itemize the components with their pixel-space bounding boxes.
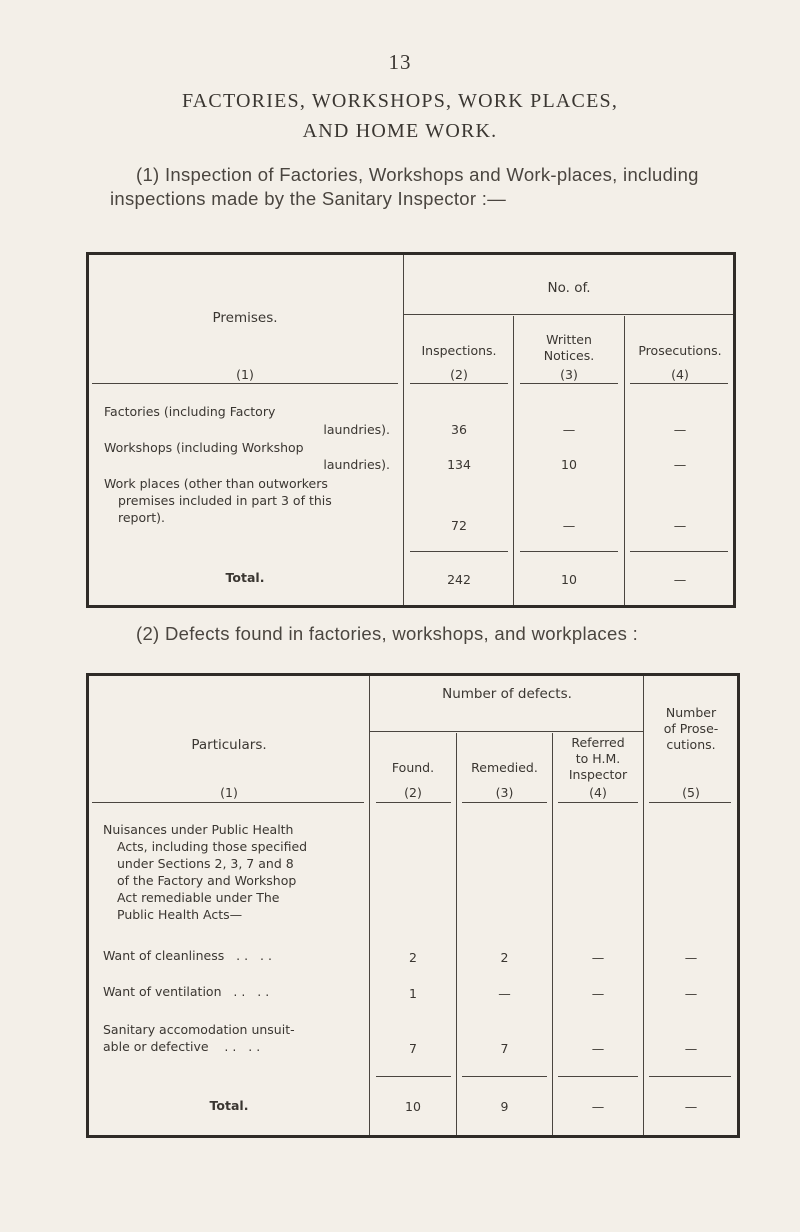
prosecutions-cell: — xyxy=(673,518,687,533)
prosecutions-cell: — xyxy=(684,986,698,1001)
total-notices: 10 xyxy=(561,572,577,587)
table2-divider xyxy=(369,676,370,1135)
table1-header-rule xyxy=(92,383,398,384)
number-of-defects-header: Number of defects. xyxy=(442,686,572,702)
table2-group-rule xyxy=(370,731,643,732)
referred-header-line1: Referred xyxy=(571,735,625,750)
table2-header-rule xyxy=(92,802,364,803)
remedied-header: Remedied. xyxy=(471,760,538,775)
table1-divider xyxy=(403,255,404,605)
table1-divider xyxy=(513,316,514,605)
total-prosecutions: — xyxy=(673,572,687,587)
prosecutions-col-number: (4) xyxy=(671,367,689,382)
row-label: Want of cleanliness . . . . xyxy=(103,948,272,963)
row-label: able or defective . . . . xyxy=(103,1039,261,1054)
found-header: Found. xyxy=(391,760,435,775)
row-label: Want of ventilation . . . . xyxy=(103,984,270,999)
premises-col-number: (1) xyxy=(236,367,254,382)
inspections-cell: 134 xyxy=(447,457,471,472)
total-found: 10 xyxy=(405,1099,421,1114)
particulars-col-number: (1) xyxy=(220,785,238,800)
total-remedied: 9 xyxy=(500,1099,509,1114)
prosecutions-col-number: (5) xyxy=(682,785,700,800)
notices-cell: 10 xyxy=(561,457,577,472)
total-label: Total. xyxy=(209,1098,249,1113)
table1-bottom-rule xyxy=(86,605,736,608)
written-notices-col-number: (3) xyxy=(560,367,578,382)
table1-total-rule xyxy=(520,551,618,552)
table2-total-rule xyxy=(462,1076,547,1077)
total-prosecutions: — xyxy=(684,1099,698,1114)
referred-cell: — xyxy=(591,986,605,1001)
prosecutions-header: Prosecutions. xyxy=(638,343,722,358)
row-label: Workshops (including Workshop xyxy=(104,440,304,455)
page-number: 13 xyxy=(388,50,412,74)
table2-header-rule xyxy=(558,802,638,803)
table2-header-rule xyxy=(462,802,547,803)
row-label: Factories (including Factory xyxy=(104,404,276,419)
table2-total-rule xyxy=(558,1076,638,1077)
table2-header-rule xyxy=(649,802,731,803)
table2-total-rule xyxy=(376,1076,451,1077)
table1-group-rule xyxy=(404,314,733,315)
row-label: laundries). xyxy=(323,457,390,472)
found-cell: 2 xyxy=(409,950,417,965)
referred-cell: — xyxy=(591,950,605,965)
total-label: Total. xyxy=(225,570,265,585)
intro-text-line: Acts, including those specified xyxy=(117,839,308,854)
prosecutions-cell: — xyxy=(673,457,687,472)
found-col-number: (2) xyxy=(404,785,422,800)
total-inspections: 242 xyxy=(447,572,471,587)
remedied-cell: 2 xyxy=(500,950,509,965)
written-notices-header-line2: Notices. xyxy=(543,348,595,363)
remedied-cell: 7 xyxy=(500,1041,509,1056)
premises-header: Premises. xyxy=(212,310,278,326)
total-referred: — xyxy=(591,1099,605,1114)
found-cell: 7 xyxy=(409,1041,417,1056)
table1-total-rule xyxy=(410,551,508,552)
intro-text-line: of the Factory and Workshop xyxy=(117,873,297,888)
prosecutions-header-line2: of Prose- xyxy=(663,721,719,736)
table1-header-rule xyxy=(410,383,508,384)
row-label: Work places (other than outworkers xyxy=(104,476,328,491)
table1-top-rule xyxy=(86,252,736,255)
prosecutions-cell: — xyxy=(684,950,698,965)
notices-cell: — xyxy=(562,422,576,437)
page-subtitle: AND HOME WORK. xyxy=(302,120,498,142)
table1-left-border xyxy=(86,252,89,608)
section1-intro: (1) Inspection of Factories, Workshops and Work-places, including inspections made by the Sanitary Inspector :— xyxy=(110,164,699,209)
particulars-header: Particulars. xyxy=(191,737,267,753)
prosecutions-cell: — xyxy=(684,1041,698,1056)
table2-total-rule xyxy=(649,1076,731,1077)
inspections-cell: 72 xyxy=(451,518,467,533)
referred-cell: — xyxy=(591,1041,605,1056)
page-title: FACTORIES, WORKSHOPS, WORK PLACES, xyxy=(181,90,619,112)
no-of-group-header: No. of. xyxy=(547,280,591,296)
table2-top-rule xyxy=(86,673,740,676)
remedied-col-number: (3) xyxy=(495,785,514,800)
table2-header-rule xyxy=(376,802,451,803)
inspections-col-number: (2) xyxy=(450,367,468,382)
inspections-cell: 36 xyxy=(451,422,467,437)
table2-left-border xyxy=(86,673,89,1138)
inspections-header: Inspections. xyxy=(421,343,497,358)
prosecutions-cell: — xyxy=(673,422,687,437)
written-notices-header-line1: Written xyxy=(546,332,592,347)
found-cell: 1 xyxy=(409,986,417,1001)
prosecutions-header-line1: Number xyxy=(665,705,717,720)
intro-text-line: under Sections 2, 3, 7 and 8 xyxy=(117,856,294,871)
table1-total-rule xyxy=(630,551,728,552)
row-label: Sanitary accomodation unsuit- xyxy=(103,1022,295,1037)
remedied-cell: — xyxy=(498,986,511,1001)
referred-header-line2: to H.M. xyxy=(575,751,621,766)
intro-text-line: Act remediable under The xyxy=(117,890,280,905)
prosecutions-header-line3: cutions. xyxy=(666,737,716,752)
intro-text-line: Public Health Acts— xyxy=(117,907,243,922)
intro-text-line: Nuisances under Public Health xyxy=(103,822,294,837)
table1-header-rule xyxy=(520,383,618,384)
referred-header-line3: Inspector xyxy=(568,767,628,782)
table2-bottom-rule xyxy=(86,1135,740,1138)
row-label: report). xyxy=(118,510,166,525)
referred-col-number: (4) xyxy=(589,785,607,800)
row-label: laundries). xyxy=(323,422,390,437)
table1-header-rule xyxy=(630,383,728,384)
section2-intro: (2) Defects found in factories, workshops, and workplaces : xyxy=(136,623,639,644)
notices-cell: — xyxy=(562,518,576,533)
row-label: premises included in part 3 of this xyxy=(118,493,332,508)
